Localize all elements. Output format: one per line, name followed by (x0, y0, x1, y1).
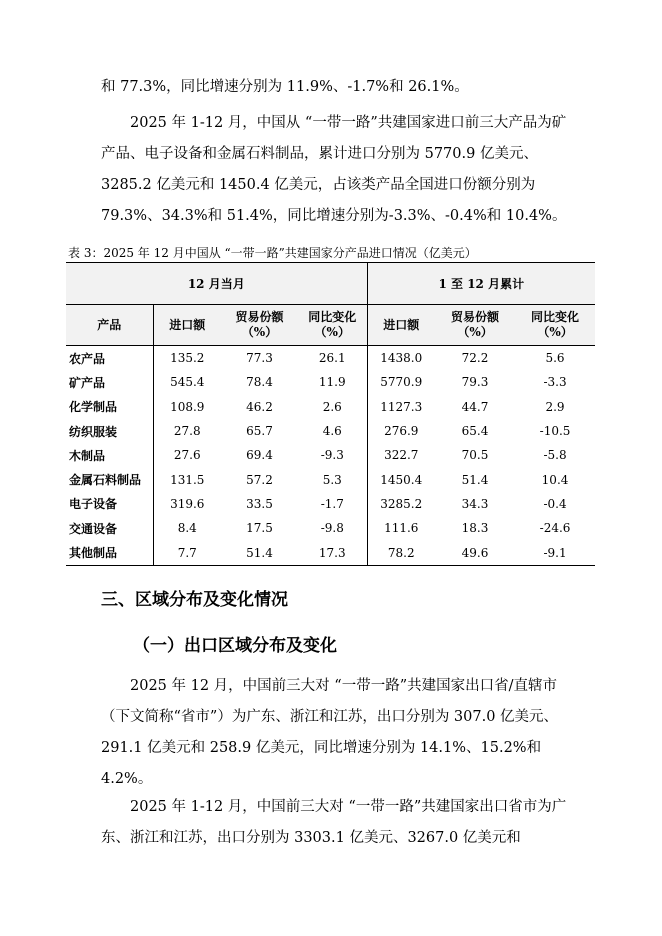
value-cell: -10.5 (539, 424, 571, 439)
subsection-heading: （一）出口区域分布及变化 (133, 636, 337, 656)
paragraph-3: 2025 年 12 月，中国前三大对 “一带一路”共建国家出口省/直辖市（下文简称“省市”）为广东、浙江和江苏，出口分别为 307.0 亿美元、291.1 亿美元和 258.9 亿美元，同比增速分别为 14.1%、15.2%和 4.2%。 (101, 678, 559, 787)
value-cell: 7.7 (153, 540, 221, 565)
value-cell: 78.4 (246, 375, 273, 390)
table-row (66, 467, 595, 491)
value-cell: 49.6 (435, 540, 515, 565)
table-row (66, 540, 595, 565)
value-cell: 44.7 (461, 399, 489, 414)
table-row (66, 516, 595, 540)
value-cell: 27.6 (153, 443, 221, 467)
product-name-cell: 农产品 (69, 351, 106, 366)
value-cell: 70.5 (461, 448, 489, 463)
value-cell: 27.8 (153, 419, 221, 443)
product-name-cell: 化学制品 (69, 400, 118, 415)
value-cell: 65.4 (461, 424, 489, 439)
col-header-share: 贸易份额 （%） (221, 305, 298, 346)
value-cell: 545.4 (153, 370, 221, 394)
value-cell: 26.1 (318, 351, 346, 366)
value-cell: -1.7 (320, 496, 344, 511)
value-cell: 69.4 (246, 448, 273, 463)
value-cell: 17.5 (246, 521, 273, 536)
col-header-share-ytd: 贸易份额 （%） (435, 305, 515, 346)
value-cell: 78.2 (367, 540, 435, 565)
table-caption: 表 3：2025 年 12 月中国从 “一带一路”共建国家分产品进口情况（亿美元） (68, 246, 477, 260)
value-cell: 79.3 (461, 375, 489, 390)
value-cell: 276.9 (367, 419, 435, 443)
value-cell: 51.4 (221, 540, 298, 565)
product-name-cell: 纺织服装 (69, 424, 118, 439)
value-cell: 17.3 (298, 540, 367, 565)
value-cell: 65.7 (246, 424, 273, 439)
value-cell: 1450.4 (367, 467, 435, 491)
value-cell: 18.3 (461, 521, 489, 536)
value-cell: 131.5 (153, 467, 221, 491)
value-cell: 57.2 (246, 472, 273, 487)
value-cell: 135.2 (153, 346, 221, 371)
value-cell: 2.6 (322, 399, 342, 414)
product-name-cell: 金属石料制品 (69, 473, 142, 488)
col-header-import: 进口额 (153, 305, 221, 346)
value-cell: -9.8 (320, 521, 344, 536)
col-header-import-ytd: 进口额 (367, 305, 435, 346)
value-cell: 34.3 (461, 496, 489, 511)
value-cell: 5770.9 (367, 370, 435, 394)
value-cell: -9.3 (320, 448, 344, 463)
value-cell: 51.4 (461, 472, 489, 487)
value-cell: -24.6 (539, 521, 571, 536)
section-heading: 三、区域分布及变化情况 (101, 590, 288, 610)
value-cell: 8.4 (153, 516, 221, 540)
value-cell: 108.9 (153, 395, 221, 419)
product-name-cell: 交通设备 (69, 521, 118, 536)
value-cell: -3.3 (543, 375, 567, 390)
value-cell: 5.3 (322, 472, 342, 487)
value-cell: 1438.0 (367, 346, 435, 371)
product-name-cell: 矿产品 (69, 375, 106, 390)
value-cell: 10.4 (541, 472, 569, 487)
product-name-cell: 木制品 (69, 448, 106, 463)
value-cell: 46.2 (246, 399, 273, 414)
table-row (66, 419, 595, 443)
table-row (66, 395, 595, 419)
value-cell: -9.1 (515, 540, 595, 565)
table-row (66, 443, 595, 467)
value-cell: 33.5 (246, 496, 273, 511)
value-cell: 77.3 (246, 351, 273, 366)
table-row (66, 346, 595, 371)
value-cell: -5.8 (543, 448, 567, 463)
table-row (66, 370, 595, 394)
value-cell: -0.4 (543, 496, 567, 511)
value-cell: 319.6 (153, 492, 221, 516)
value-cell: 4.6 (322, 424, 342, 439)
import-table (66, 262, 595, 566)
product-name-cell: 其他制品 (66, 540, 153, 565)
paragraph-4: 2025 年 1-12 月，中国前三大对 “一带一路”共建国家出口省市为广东、浙江和江苏，出口分别为 3303.1 亿美元、3267.0 亿美元和 (101, 799, 567, 846)
paragraph-1: 和 77.3%，同比增速分别为 11.9%、-1.7%和 26.1%。 (101, 79, 469, 95)
value-cell: 2.9 (545, 399, 565, 414)
value-cell: 111.6 (367, 516, 435, 540)
value-cell: 322.7 (367, 443, 435, 467)
value-cell: 5.6 (545, 351, 565, 366)
col-header-yoy-ytd: 同比变化 （%） (515, 305, 595, 346)
value-cell: 11.9 (318, 375, 346, 390)
product-name-cell: 电子设备 (69, 497, 118, 512)
value-cell: 72.2 (461, 351, 489, 366)
table-row (66, 492, 595, 516)
value-cell: 3285.2 (367, 492, 435, 516)
col-header-product: 产品 (66, 305, 153, 346)
col-header-yoy: 同比变化 （%） (298, 305, 367, 346)
group-header-ytd: 1 至 12 月累计 (367, 263, 595, 305)
value-cell: 1127.3 (367, 395, 435, 419)
group-header-month: 12 月当月 (66, 263, 367, 305)
paragraph-2: 2025 年 1-12 月，中国从 “一带一路”共建国家进口前三大产品为矿产品、电子设备和金属石料制品，累计进口分别为 5770.9 亿美元、3285.2 亿美元和 1450.4 亿美元，占该类产品全国进口份额分别为 79.3%、34.3%和 51.4%，同比增速分别为-3.3%、-0.4%和 10.4%。 (101, 115, 567, 224)
